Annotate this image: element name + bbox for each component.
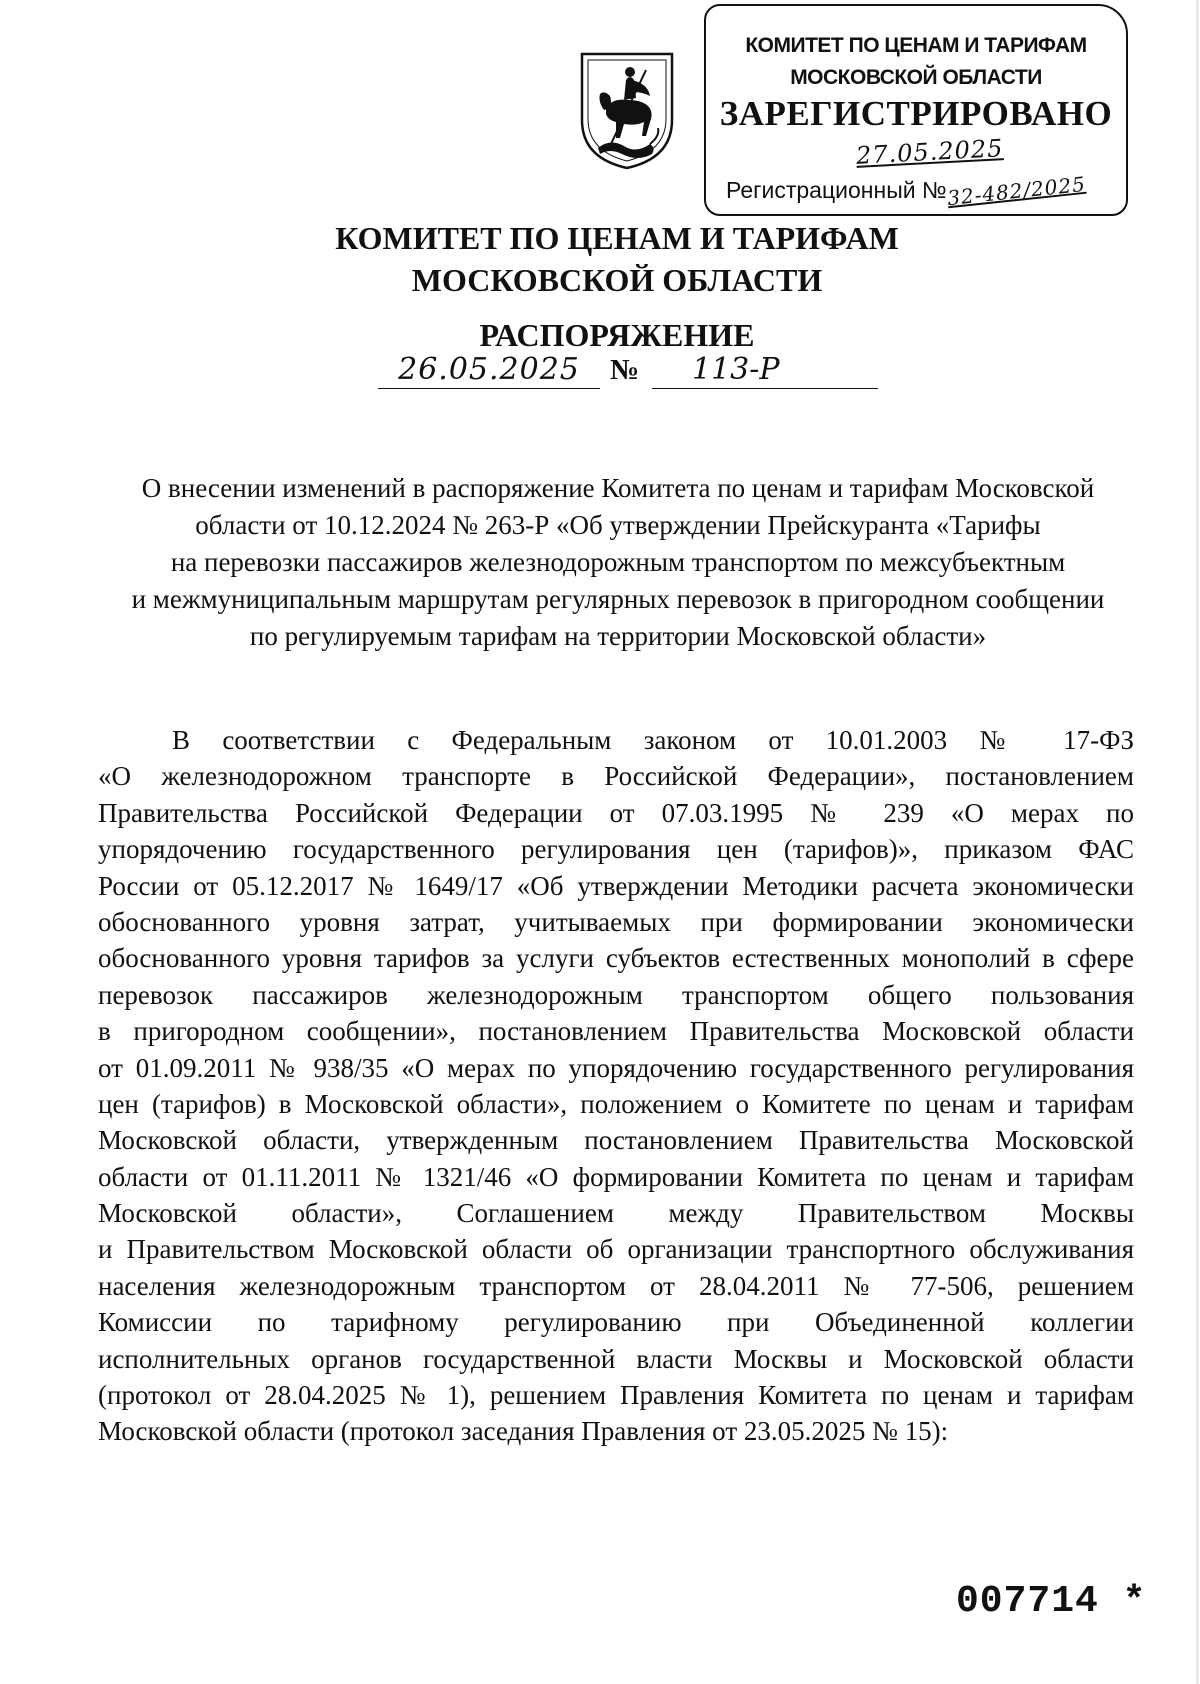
subject-line: области от 10.12.2024 № 263-Р «Об утверждении Прейскуранта «Тарифы — [195, 510, 1041, 540]
subject-line: на перевозки пассажиров железнодорожным транспортом по межсубъектным — [170, 547, 1066, 577]
stamp-org-line2: МОСКОВСКОЙ ОБЛАСТИ — [790, 66, 1042, 89]
document-date: 26.05.2025 — [378, 352, 600, 389]
stamp-date: 27.05.2025 — [855, 134, 1005, 170]
subject-line: О внесении изменений в распоряжение Комитета по ценам и тарифам Московской — [141, 473, 1095, 503]
registration-stamp — [704, 4, 1128, 216]
body-line: в пригородном сообщении», постановлением Правительства Московской области — [98, 1016, 1134, 1047]
body-line: обоснованного уровня тарифов за услуги субъектов естественных монополий в сфере — [98, 943, 1134, 974]
body-line: области от 01.11.2011 № 1321/46 «О формировании Комитета по ценам и тарифам — [98, 1161, 1134, 1192]
body-line: Московской области (протокол заседания Правления от 23.05.2025 № 15): — [98, 1416, 949, 1447]
body-line: и Правительством Московской области об организации транспортного обслуживания — [98, 1234, 1134, 1265]
scan-edge — [1196, 0, 1199, 1684]
number-sign: № — [610, 354, 640, 386]
moscow-oblast-coat-of-arms-icon — [576, 50, 678, 172]
stamp-status: ЗАРЕГИСТРИРОВАНО — [719, 94, 1113, 133]
document-date-number — [378, 352, 878, 392]
organization-title-line2: МОСКОВСКОЙ ОБЛАСТИ — [411, 262, 823, 298]
subject-line: по регулируемым тарифам на территории Московской области» — [249, 621, 987, 651]
body-line: Московской области, утвержденным постановлением Правительства Московской — [98, 1125, 1134, 1156]
document-number: 113-Р — [652, 352, 878, 389]
body-line: населения железнодорожным транспортом от 28.04.2011 № 77-506, решением — [98, 1270, 1134, 1301]
stamp-registration — [726, 171, 1087, 211]
body-line: Правительства Российской Федерации от 07.03.1995 № 239 «О мерах по — [98, 797, 1134, 828]
body-line: обоснованного уровня затрат, учитываемых при формировании экономически — [98, 906, 1134, 937]
body-line: Московской области», Соглашением между Правительством Москвы — [98, 1198, 1134, 1229]
body-line: «О железнодорожном транспорте в Российской Федерации», постановлением — [98, 761, 1134, 792]
document-subject — [96, 470, 1140, 655]
body-line: перевозок пассажиров железнодорожным транспортом общего пользования — [98, 979, 1134, 1010]
body-line: (протокол от 28.04.2025 № 1), решением Правления Комитета по ценам и тарифам — [98, 1380, 1134, 1411]
body-line: Комиссии по тарифному регулированию при Объединенной коллегии — [98, 1307, 1134, 1338]
body-line: от 01.09.2011 № 938/35 «О мерах по упорядочению государственного регулирования — [98, 1052, 1134, 1083]
document-type: РАСПОРЯЖЕНИЕ — [479, 317, 755, 353]
document-body — [98, 722, 1134, 1450]
form-serial-number: 007714 * — [956, 1580, 1147, 1623]
organization-title-line1: КОМИТЕТ ПО ЦЕНАМ И ТАРИФАМ — [335, 220, 899, 256]
body-line: исполнительных органов государственной власти Москвы и Московской области — [98, 1343, 1134, 1374]
body-line: упорядочению государственного регулирования цен (тарифов)», приказом ФАС — [98, 834, 1134, 865]
stamp-org-line1: КОМИТЕТ ПО ЦЕНАМ И ТАРИФАМ — [745, 34, 1087, 57]
body-line: России от 05.12.2017 № 1649/17 «Об утверждении Методики расчета экономически — [98, 870, 1134, 901]
stamp-reg-number: 32-482/2025 — [945, 171, 1087, 211]
body-line: В соответствии с Федеральным законом от 10.01.2003 № 17-ФЗ — [172, 725, 1134, 755]
stamp-reg-label: Регистрационный № — [726, 177, 947, 203]
subject-line: и межмуниципальным маршрутам регулярных перевозок в пригородном сообщении — [131, 584, 1105, 614]
body-line: цен (тарифов) в Московской области», положением о Комитете по ценам и тарифам — [98, 1088, 1134, 1119]
stamp-organization — [706, 30, 1126, 94]
